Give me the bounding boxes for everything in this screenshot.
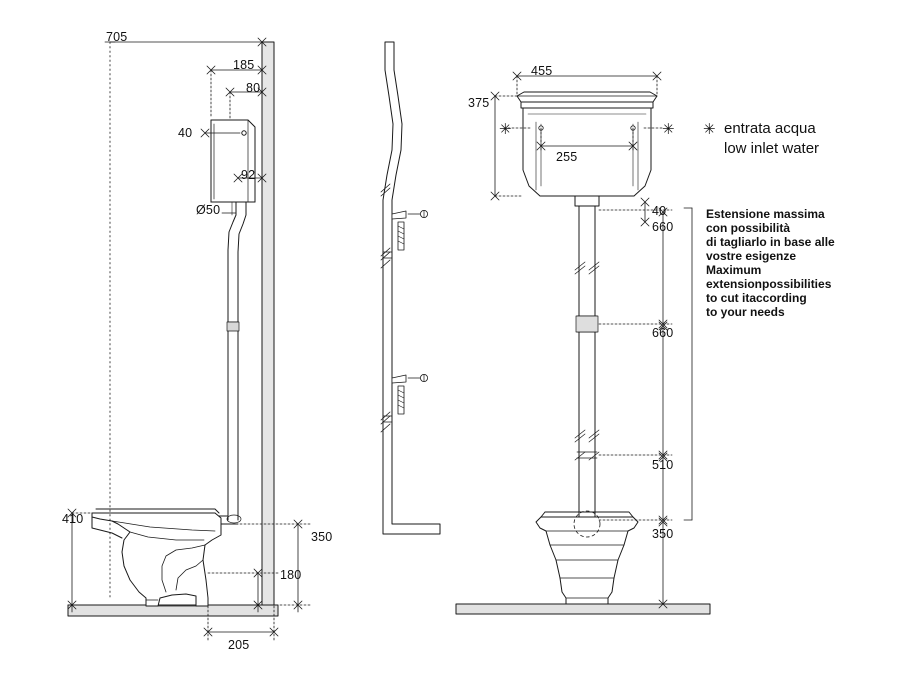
floor-right-view [456,604,710,614]
dim-255: 255 [556,150,578,164]
dim-205: 205 [228,638,250,652]
wall-left-view [262,42,274,614]
dim-510: 510 [652,458,674,472]
dim-185: 185 [233,58,255,72]
dim-410: 410 [62,512,84,526]
water-inlet-star-right: ✳ [703,121,716,138]
extension-note-line-8: to your needs [706,305,785,319]
dim-80: 80 [246,81,261,95]
dim-diameter-50: Ø50 [196,203,221,217]
dim-350-right: 350 [652,527,674,541]
flush-pipe-left-view [214,202,246,524]
wc-pan-left-view [92,509,241,606]
extension-note-line-4: vostre esigenze [706,249,797,263]
water-inlet-label-it: entrata acqua [724,120,816,137]
dim-180: 180 [280,568,302,582]
floor-left-view [68,605,278,616]
dim-660-upper: 660 [652,220,674,234]
extension-note-line-1: Estensione massima [706,207,825,221]
dim-92: 92 [241,168,256,182]
dim-455: 455 [531,64,553,78]
water-inlet-star-middle: ✳ [662,121,675,138]
dim-40: 40 [178,126,193,140]
extension-note-line-5: Maximum [706,263,762,277]
extension-note-line-7: to cut itaccording [706,291,807,305]
dim-375: 375 [468,96,490,110]
extension-note-line-3: di tagliarlo in base alle [706,235,835,249]
water-inlet-star-left: ✳ [499,121,512,138]
cistern-left-view [211,120,255,202]
dim-40-right: 40 [652,204,667,218]
flush-pipe-right-view [575,206,599,520]
dim-350: 350 [311,530,333,544]
wc-pan-right-view [536,511,638,604]
water-inlet-label-en: low inlet water [724,140,820,157]
extension-note-line-2: con possibilità [706,221,791,235]
pipe-detail-center [381,42,440,534]
dim-705: 705 [106,30,128,44]
dim-660-lower: 660 [652,326,674,340]
extension-note-line-6: extensionpossibilities [706,277,832,291]
